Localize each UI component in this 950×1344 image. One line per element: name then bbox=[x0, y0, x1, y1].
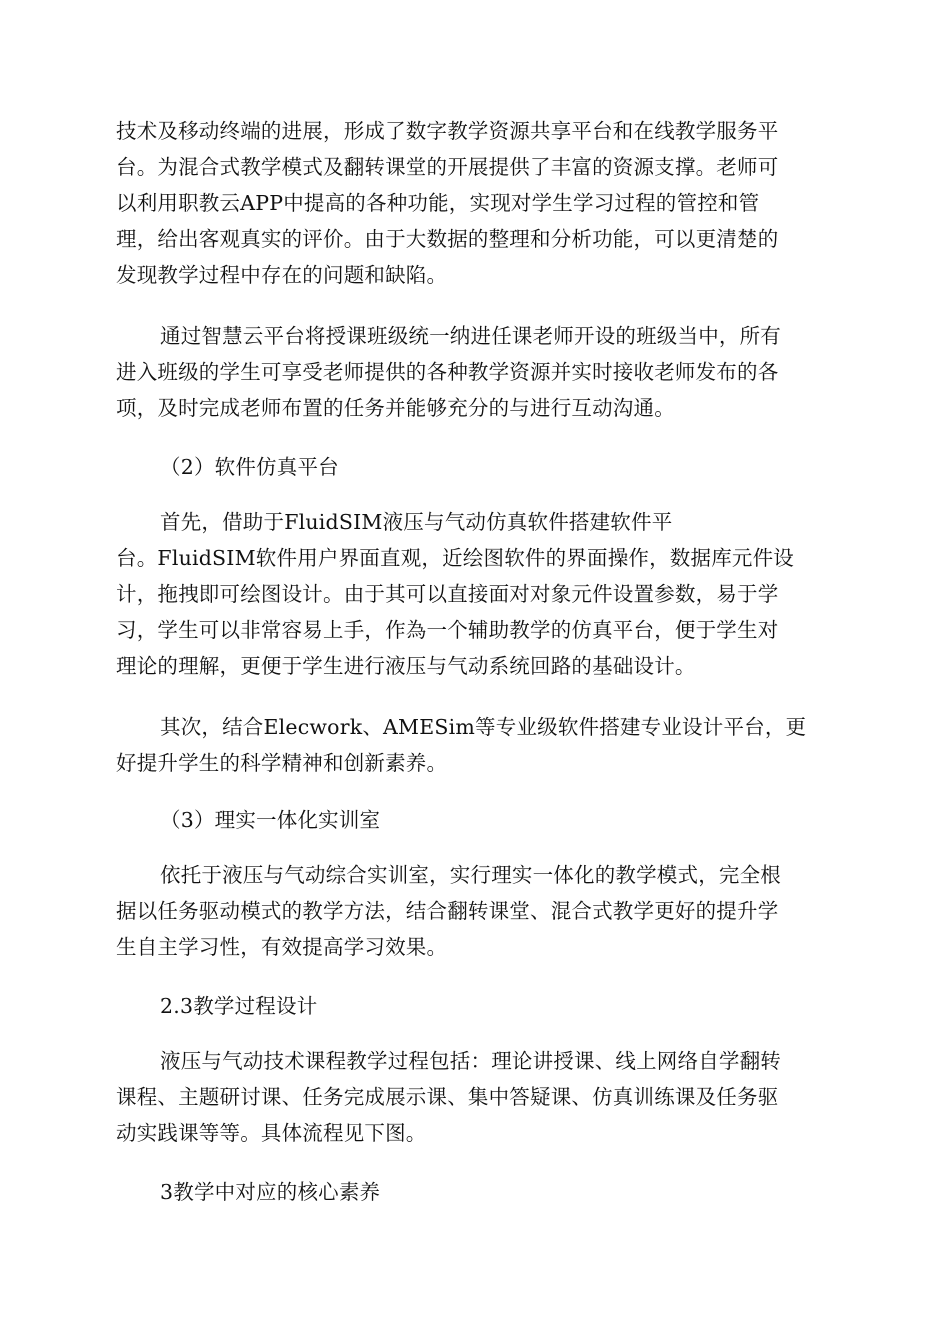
paragraph-line: 发现教学过程中存在的问题和缺陷。 bbox=[116, 263, 448, 287]
paragraph-line: 台。FluidSIM软件用户界面直观，近绘图软件的界面操作，数据库元件设 bbox=[116, 546, 794, 570]
paragraph-line: 计，拖拽即可绘图设计。由于其可以直接面对对象元件设置参数，易于学 bbox=[116, 582, 779, 606]
paragraph-line: 其次，结合Elecwork、AMESim等专业级软件搭建专业设计平台，更 bbox=[160, 715, 807, 739]
heading-text: 3教学中对应的核心素养 bbox=[160, 1180, 381, 1204]
paragraph-line: 好提升学生的科学精神和创新素养。 bbox=[116, 751, 448, 775]
paragraph-2 bbox=[116, 318, 836, 426]
section-heading-core-literacy bbox=[116, 1174, 836, 1210]
paragraph-5 bbox=[116, 857, 836, 965]
heading-text: （2）软件仿真平台 bbox=[160, 455, 339, 479]
section-heading-teaching-process bbox=[116, 988, 836, 1024]
paragraph-line: 通过智慧云平台将授课班级统一纳进任课老师开设的班级当中，所有 bbox=[160, 324, 781, 348]
paragraph-line: 据以任务驱动模式的教学方法，结合翻转课堂、混合式教学更好的提升学 bbox=[116, 899, 779, 923]
paragraph-line: 进入班级的学生可享受老师提供的各种教学资源并实时接收老师发布的各 bbox=[116, 360, 779, 384]
paragraph-line: 动实践课等等。具体流程见下图。 bbox=[116, 1121, 427, 1145]
paragraph-line: 习，学生可以非常容易上手，作為一个辅助教学的仿真平台，便于学生对 bbox=[116, 618, 779, 642]
paragraph-line: 台。为混合式教学模式及翻转课堂的开展提供了丰富的资源支撑。老师可 bbox=[116, 155, 779, 179]
paragraph-3 bbox=[116, 504, 836, 684]
paragraph-line: 技术及移动终端的进展，形成了数字教学资源共享平台和在线教学服务平 bbox=[116, 119, 779, 143]
heading-text: （3）理实一体化实训室 bbox=[160, 808, 381, 832]
paragraph-line: 以利用职教云APP中提高的各种功能，实现对学生学习过程的管控和管 bbox=[116, 191, 760, 215]
paragraph-6 bbox=[116, 1043, 836, 1151]
paragraph-line: 理论的理解，更便于学生进行液压与气动系统回路的基础设计。 bbox=[116, 654, 696, 678]
paragraph-line: 项，及时完成老师布置的任务并能够充分的与进行互动沟通。 bbox=[116, 396, 675, 420]
paragraph-line: 依托于液压与气动综合实训室，实行理实一体化的教学模式，完全根 bbox=[160, 863, 781, 887]
paragraph-line: 首先，借助于FluidSIM液压与气动仿真软件搭建软件平 bbox=[160, 510, 673, 534]
paragraph-line: 生自主学习性，有效提高学习效果。 bbox=[116, 935, 448, 959]
paragraph-4 bbox=[116, 709, 836, 781]
paragraph-1 bbox=[116, 113, 836, 293]
paragraph-line: 液压与气动技术课程教学过程包括：理论讲授课、线上网络自学翻转 bbox=[160, 1049, 781, 1073]
paragraph-line: 理，给出客观真实的评价。由于大数据的整理和分析功能，可以更清楚的 bbox=[116, 227, 779, 251]
heading-text: 2.3教学过程设计 bbox=[160, 994, 318, 1018]
section-heading-software-simulation bbox=[116, 449, 836, 485]
paragraph-line: 课程、主题研讨课、任务完成展示课、集中答疑课、仿真训练课及任务驱 bbox=[116, 1085, 779, 1109]
section-heading-training-room bbox=[116, 802, 836, 838]
